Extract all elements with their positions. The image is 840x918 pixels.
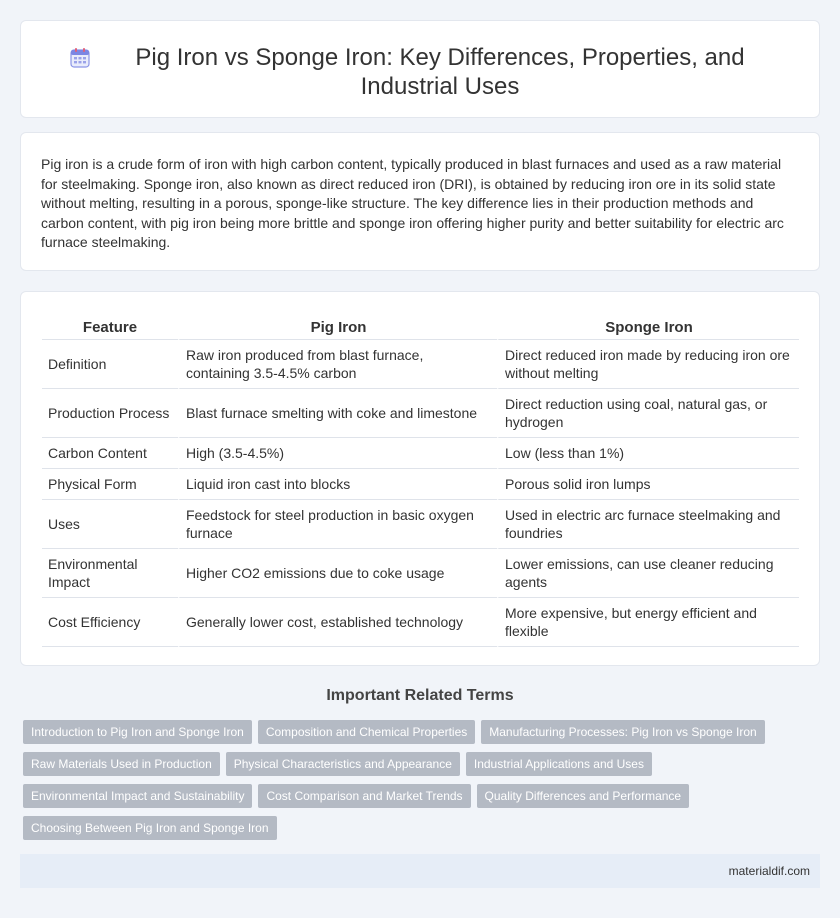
feature-cell: Definition (42, 340, 178, 389)
feature-cell: Production Process (42, 389, 178, 438)
calendar-icon (69, 47, 91, 69)
related-term-tag[interactable]: Introduction to Pig Iron and Sponge Iron (23, 720, 252, 744)
sponge-iron-cell: More expensive, but energy efficient and flexible (497, 598, 799, 647)
pig-iron-cell: Blast furnace smelting with coke and limestone (178, 389, 497, 438)
intro-paragraph: Pig iron is a crude form of iron with high carbon content, typically produced in blast furnaces and used as a raw material for steelmaking. Sponge iron, also known as direct reduced iron (DRI), is obtained by reducing iron ore in its solid state without melting, resulting in a porous, sponge-like structure. The key difference lies in their production methods and carbon content, with pig iron being more brittle and sponge iron offering higher purity and better suitability for electric arc furnace steelmaking. (41, 156, 784, 251)
table-row (42, 340, 799, 389)
tag-row (23, 752, 803, 776)
pig-iron-cell: Raw iron produced from blast furnace, containing 3.5-4.5% carbon (178, 340, 497, 389)
tag-row (23, 720, 803, 744)
table-row (42, 469, 799, 500)
tag-row (23, 816, 803, 840)
sponge-iron-cell: Direct reduction using coal, natural gas, or hydrogen (497, 389, 799, 438)
related-term-tag[interactable]: Industrial Applications and Uses (466, 752, 652, 776)
title-wrap (41, 43, 799, 101)
header-pig-iron: Pig Iron (178, 316, 497, 340)
pig-iron-cell: Generally lower cost, established technology (178, 598, 497, 647)
feature-cell: Cost Efficiency (42, 598, 178, 647)
related-terms-heading: Important Related Terms (326, 687, 514, 704)
pig-iron-cell: Feedstock for steel production in basic oxygen furnace (178, 500, 497, 549)
sponge-iron-cell: Low (less than 1%) (497, 438, 799, 469)
comparison-table (42, 316, 799, 647)
table-row (42, 389, 799, 438)
feature-cell: Environmental Impact (42, 549, 178, 598)
related-term-tag[interactable]: Choosing Between Pig Iron and Sponge Iron (23, 816, 277, 840)
header-card (20, 20, 820, 118)
related-term-tag[interactable]: Physical Characteristics and Appearance (226, 752, 460, 776)
table-row (42, 500, 799, 549)
related-terms-list (23, 720, 803, 848)
footer-site-link[interactable]: materialdif.com (728, 864, 810, 878)
related-term-tag[interactable]: Manufacturing Processes: Pig Iron vs Sponge Iron (481, 720, 764, 744)
table-row (42, 598, 799, 647)
footer-bar (20, 854, 820, 888)
table-row (42, 438, 799, 469)
intro-card (20, 132, 820, 271)
related-term-tag[interactable]: Composition and Chemical Properties (258, 720, 475, 744)
pig-iron-cell: Higher CO2 emissions due to coke usage (178, 549, 497, 598)
header-sponge-iron: Sponge Iron (497, 316, 799, 340)
feature-cell: Uses (42, 500, 178, 549)
feature-cell: Physical Form (42, 469, 178, 500)
related-term-tag[interactable]: Raw Materials Used in Production (23, 752, 220, 776)
related-term-tag[interactable]: Cost Comparison and Market Trends (258, 784, 470, 808)
sponge-iron-cell: Lower emissions, can use cleaner reducing agents (497, 549, 799, 598)
comparison-table-card (20, 291, 820, 666)
tag-row (23, 784, 803, 808)
feature-cell: Carbon Content (42, 438, 178, 469)
sponge-iron-cell: Used in electric arc furnace steelmaking and foundries (497, 500, 799, 549)
pig-iron-cell: High (3.5-4.5%) (178, 438, 497, 469)
sponge-iron-cell: Direct reduced iron made by reducing iron ore without melting (497, 340, 799, 389)
page-title: Pig Iron vs Sponge Iron: Key Differences, Properties, and Industrial Uses (135, 44, 745, 100)
related-term-tag[interactable]: Environmental Impact and Sustainability (23, 784, 252, 808)
table-header-row (42, 316, 799, 340)
header-feature: Feature (42, 316, 178, 340)
sponge-iron-cell: Porous solid iron lumps (497, 469, 799, 500)
related-term-tag[interactable]: Quality Differences and Performance (477, 784, 690, 808)
table-row (42, 549, 799, 598)
pig-iron-cell: Liquid iron cast into blocks (178, 469, 497, 500)
